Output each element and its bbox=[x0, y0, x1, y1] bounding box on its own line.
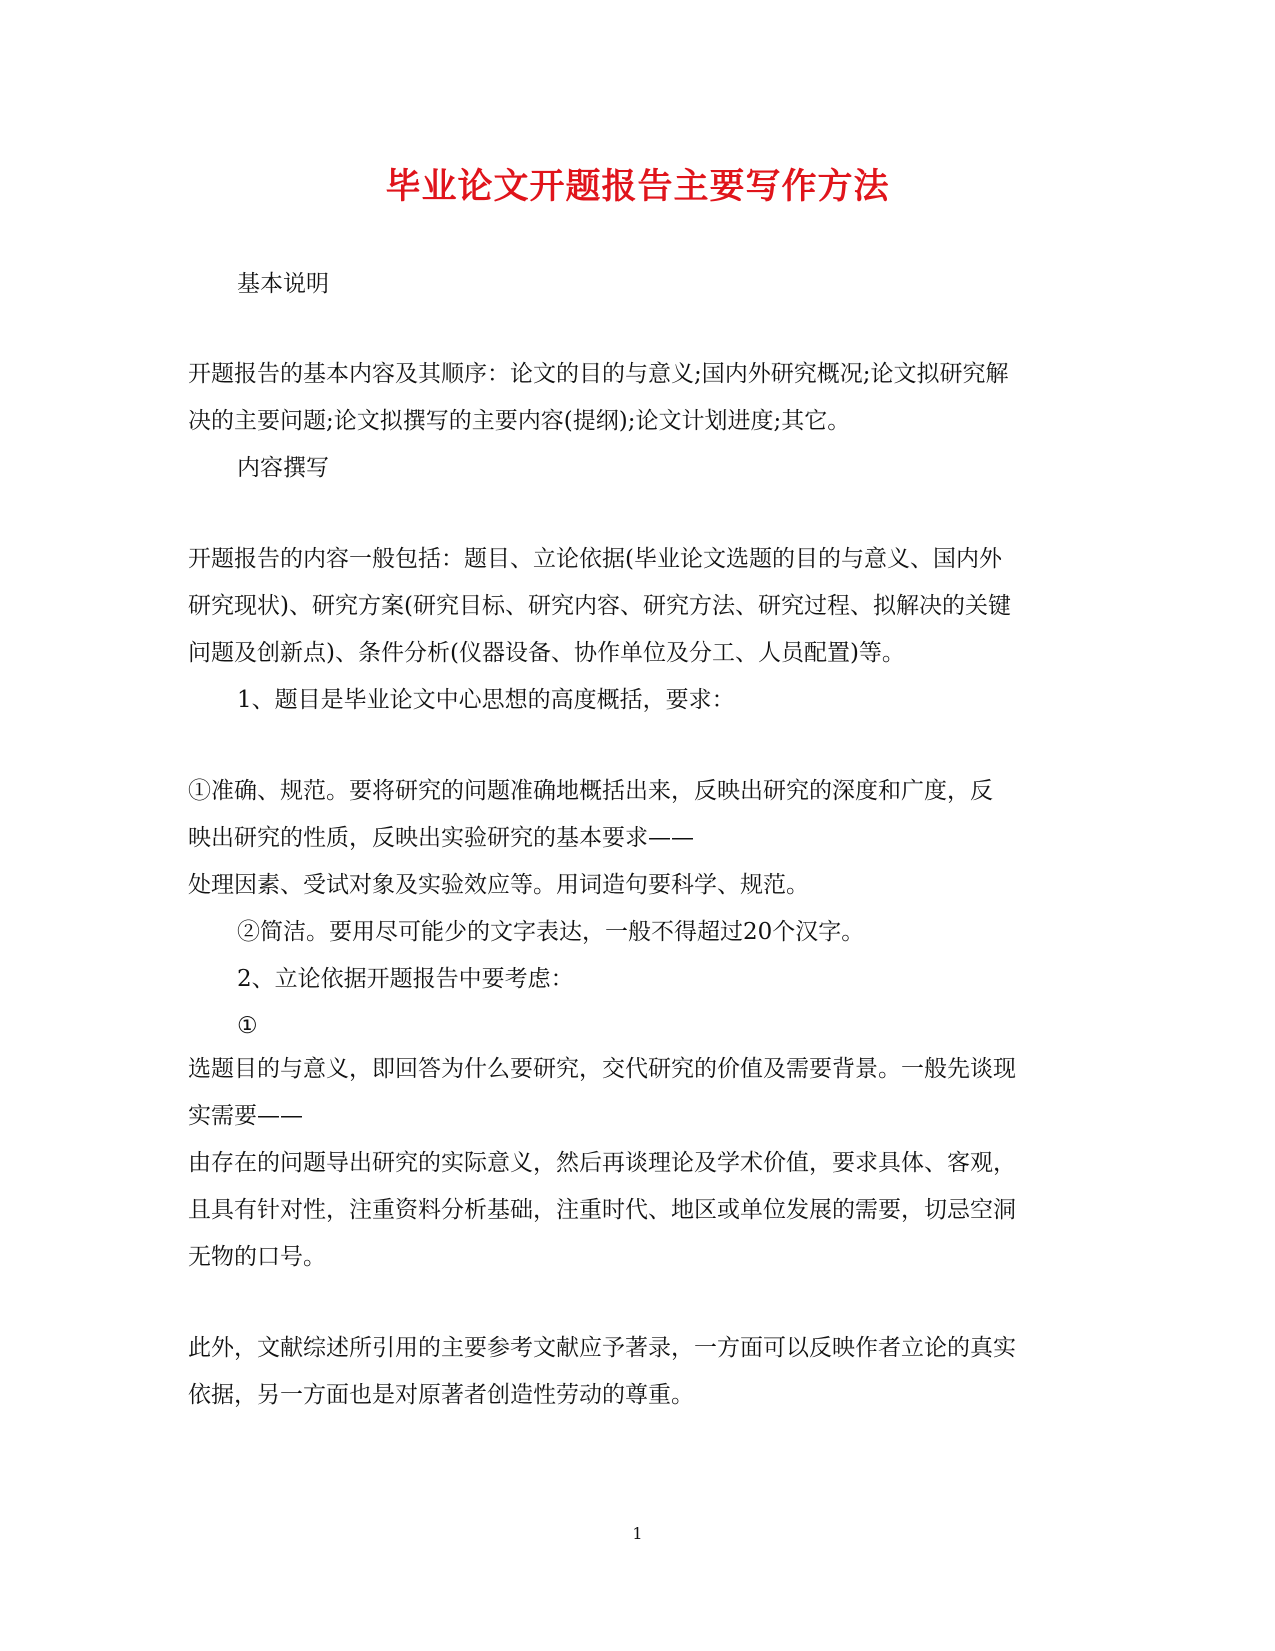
paragraph-line: 选题目的与意义，即回答为什么要研究，交代研究的价值及需要背景。一般先谈现 bbox=[188, 1056, 1016, 1082]
paragraph-line: 此外，文献综述所引用的主要参考文献应予著录，一方面可以反映作者立论的真实 bbox=[188, 1335, 1016, 1361]
heading-basic-description: 基本说明 bbox=[237, 271, 329, 297]
paragraph-line: 处理因素、受试对象及实验效应等。用词造句要科学、规范。 bbox=[188, 872, 809, 898]
list-marker: ① bbox=[237, 1013, 258, 1039]
paragraph-line: 问题及创新点)、条件分析(仪器设备、协作单位及分工、人员配置)等。 bbox=[188, 640, 905, 666]
paragraph-line: 研究现状)、研究方案(研究目标、研究内容、研究方法、研究过程、拟解决的关键 bbox=[188, 593, 1011, 619]
document-title: 毕业论文开题报告主要写作方法 bbox=[385, 166, 890, 207]
paragraph-line: 决的主要问题;论文拟撰写的主要内容(提纲);论文计划进度;其它。 bbox=[188, 408, 851, 434]
page-number: 1 bbox=[632, 1524, 643, 1543]
paragraph-line: 由存在的问题导出研究的实际意义，然后再谈理论及学术价值，要求具体、客观， bbox=[188, 1150, 1016, 1176]
paragraph-line: 映出研究的性质，反映出实验研究的基本要求—— bbox=[188, 825, 694, 851]
paragraph-line: 实需要—— bbox=[188, 1103, 303, 1129]
paragraph-line: 且具有针对性，注重资料分析基础，注重时代、地区或单位发展的需要，切忌空洞 bbox=[188, 1197, 1016, 1223]
list-item-concise: ②简洁。要用尽可能少的文字表达，一般不得超过20个汉字。 bbox=[237, 919, 865, 945]
list-item-basis: 2、立论依据开题报告中要考虑： bbox=[237, 966, 574, 992]
paragraph-line: 开题报告的内容一般包括：题目、立论依据(毕业论文选题的目的与意义、国内外 bbox=[188, 546, 1002, 572]
paragraph-line: 无物的口号。 bbox=[188, 1244, 326, 1270]
paragraph-line: ①准确、规范。要将研究的问题准确地概括出来，反映出研究的深度和广度，反 bbox=[188, 778, 993, 804]
heading-content-writing: 内容撰写 bbox=[237, 455, 329, 481]
paragraph-line: 依据，另一方面也是对原著者创造性劳动的尊重。 bbox=[188, 1382, 694, 1408]
list-item-title-requirement: 1、题目是毕业论文中心思想的高度概括，要求： bbox=[237, 687, 735, 713]
paragraph-line: 开题报告的基本内容及其顺序：论文的目的与意义;国内外研究概况;论文拟研究解 bbox=[188, 361, 1009, 387]
